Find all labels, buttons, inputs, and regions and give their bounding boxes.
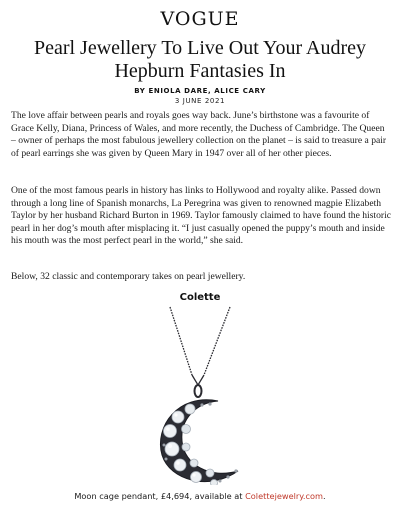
product-brand: Colette <box>179 292 221 303</box>
pendant-image <box>140 305 260 485</box>
vogue-logo[interactable]: VOGUE <box>160 8 240 30</box>
article-byline: BY ENIOLA DARE, ALICE CARY <box>134 87 266 95</box>
product-caption <box>0 491 400 501</box>
article-date: 3 JUNE 2021 <box>174 97 226 105</box>
colette-link[interactable]: Colettejewelry.com <box>245 491 324 501</box>
paragraph-intro: The love affair between pearls and royals goes way back. June’s birthstone was a favourite of Grace Kelly, Diana, Princess of Wales, and more recently, the Duchess of Cambridge. The Queen – owner of perhaps the most fabulous jewellery collection on the planet – is said to treasure a pair of pearl earrings she was given by Queen Mary in 1947 over all of her other pieces. <box>11 110 387 159</box>
crescent-moon-pendant-icon <box>140 305 260 485</box>
caption-period: . <box>323 491 326 501</box>
paragraph-la-peregrina: One of the most famous pearls in history has links to Hollywood and royalty alike. Passed down through a long line of Spanish monarchs, La Peregrina was given to renowned magpie Elizabeth Taylor by her husband Richard Burton in 1969. Taylor famously claimed to have found the historic pearl in her dog’s mouth after misplacing it. “I just casually opened the puppy’s mouth and inside his mouth was the most perfect pearl in the world,” she said. <box>11 185 392 247</box>
article-headline: Pearl Jewellery To Live Out Your Audrey Hepburn Fantasies In <box>33 37 367 82</box>
caption-text: Moon cage pendant, £4,694, available at <box>74 491 246 501</box>
paragraph-below: Below, 32 classic and contemporary takes on pearl jewellery. <box>11 271 246 282</box>
